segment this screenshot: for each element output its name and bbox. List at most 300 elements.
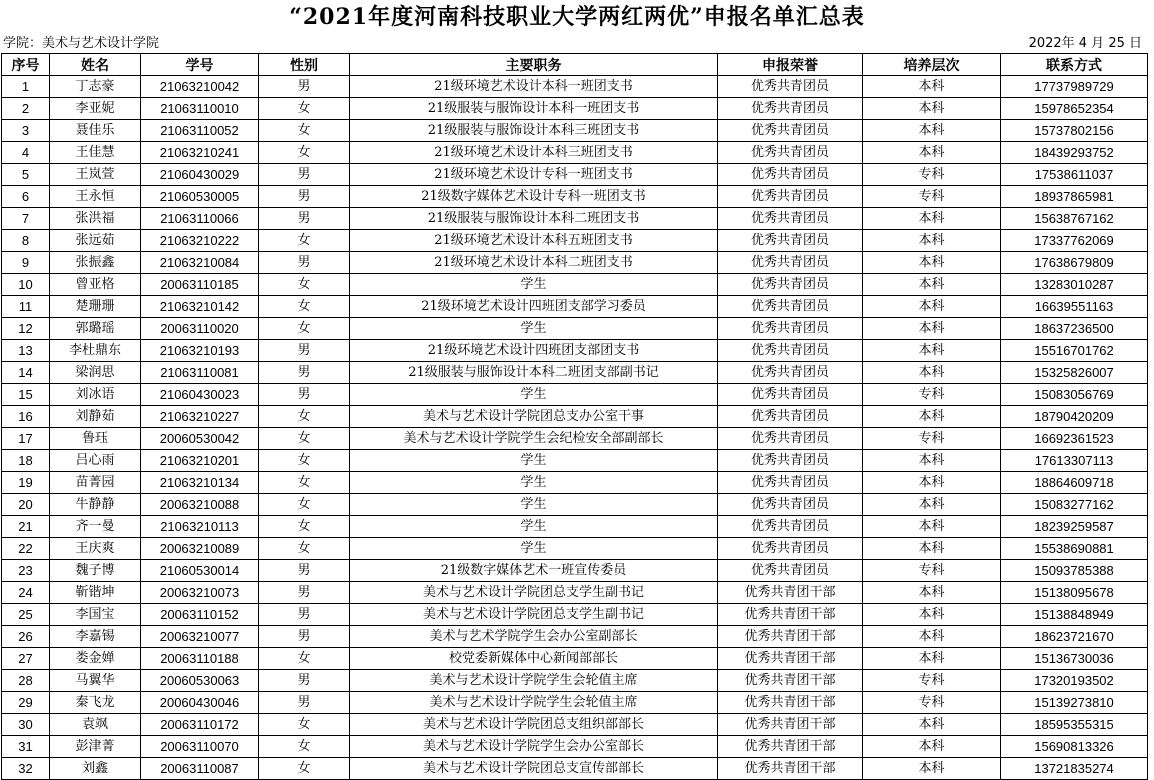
cell-gender[interactable]: 女 [259,318,350,340]
cell-contact[interactable]: 17337762069 [1001,230,1148,252]
cell-honor[interactable]: 优秀共青团员 [718,538,863,560]
cell-name[interactable]: 刘静茹 [50,406,141,428]
cell-honor[interactable]: 优秀共青团干部 [718,626,863,648]
cell-level[interactable]: 专科 [863,428,1001,450]
cell-name[interactable]: 靳锴坤 [50,582,141,604]
cell-gender[interactable]: 女 [259,428,350,450]
cell-level[interactable]: 本科 [863,98,1001,120]
cell-level[interactable]: 本科 [863,142,1001,164]
cell-role[interactable]: 学生 [350,472,718,494]
cell-level[interactable]: 专科 [863,164,1001,186]
cell-seq[interactable]: 30 [2,714,50,736]
cell-name[interactable]: 王岚萱 [50,164,141,186]
cell-seq[interactable]: 12 [2,318,50,340]
cell-name[interactable]: 郭璐瑶 [50,318,141,340]
cell-gender[interactable]: 男 [259,252,350,274]
table-row [2,120,1148,142]
header-role[interactable]: 主要职务 [350,54,718,76]
cell-student-id[interactable]: 20063110172 [141,714,259,736]
cell-seq[interactable]: 7 [2,208,50,230]
cell-honor[interactable]: 优秀共青团干部 [718,714,863,736]
cell-gender[interactable]: 男 [259,186,350,208]
cell-name[interactable]: 魏子博 [50,560,141,582]
cell-student-id[interactable]: 21063110066 [141,208,259,230]
cell-student-id[interactable]: 21063110052 [141,120,259,142]
cell-name[interactable]: 秦飞龙 [50,692,141,714]
cell-level[interactable]: 专科 [863,692,1001,714]
table-row [2,582,1148,604]
cell-level[interactable]: 本科 [863,582,1001,604]
cell-level[interactable]: 本科 [863,494,1001,516]
cell-level[interactable]: 本科 [863,714,1001,736]
cell-student-id[interactable]: 21060530005 [141,186,259,208]
cell-gender[interactable]: 女 [259,516,350,538]
cell-student-id[interactable]: 20063110070 [141,736,259,758]
cell-seq[interactable]: 11 [2,296,50,318]
cell-name[interactable]: 刘冰语 [50,384,141,406]
cell-seq[interactable]: 31 [2,736,50,758]
cell-contact[interactable]: 18595355315 [1001,714,1148,736]
cell-role[interactable]: 21级服装与服饰设计本科二班团支书 [350,208,718,230]
cell-student-id[interactable]: 21063210222 [141,230,259,252]
cell-seq[interactable]: 27 [2,648,50,670]
cell-name[interactable]: 刘鑫 [50,758,141,780]
cell-student-id[interactable]: 20063110152 [141,604,259,626]
cell-contact[interactable]: 18864609718 [1001,472,1148,494]
header-row [2,54,1148,76]
cell-gender[interactable]: 女 [259,758,350,780]
cell-student-id[interactable]: 21063110010 [141,98,259,120]
cell-student-id[interactable]: 20060430046 [141,692,259,714]
cell-role[interactable]: 学生 [350,494,718,516]
cell-seq[interactable]: 8 [2,230,50,252]
table-row [2,626,1148,648]
cell-role[interactable]: 21级环境艺术设计四班团支部团支书 [350,340,718,362]
cell-contact[interactable]: 13721835274 [1001,758,1148,780]
cell-seq[interactable]: 9 [2,252,50,274]
table-row [2,318,1148,340]
table-row [2,186,1148,208]
cell-level[interactable]: 本科 [863,604,1001,626]
cell-honor[interactable]: 优秀共青团员 [718,340,863,362]
cell-gender[interactable]: 男 [259,164,350,186]
cell-role[interactable]: 美术与艺术设计学院学生会办公室部长 [350,736,718,758]
table-row [2,428,1148,450]
cell-gender[interactable]: 女 [259,142,350,164]
cell-name[interactable]: 马翼华 [50,670,141,692]
cell-honor[interactable]: 优秀共青团员 [718,230,863,252]
cell-level[interactable]: 专科 [863,670,1001,692]
cell-role[interactable]: 美术与艺术学院学生会办公室副部长 [350,626,718,648]
cell-level[interactable]: 专科 [863,186,1001,208]
cell-gender[interactable]: 女 [259,274,350,296]
table-row [2,472,1148,494]
cell-honor[interactable]: 优秀共青团员 [718,362,863,384]
cell-name[interactable]: 梁润思 [50,362,141,384]
cell-name[interactable]: 李嘉锡 [50,626,141,648]
cell-level[interactable]: 专科 [863,560,1001,582]
cell-gender[interactable]: 女 [259,714,350,736]
table-row [2,494,1148,516]
cell-name[interactable]: 袁飒 [50,714,141,736]
cell-level[interactable]: 本科 [863,120,1001,142]
cell-honor[interactable]: 优秀共青团员 [718,472,863,494]
cell-name[interactable]: 娄金婵 [50,648,141,670]
cell-student-id[interactable]: 21060530014 [141,560,259,582]
cell-name[interactable]: 曾亚格 [50,274,141,296]
cell-contact[interactable]: 17320193502 [1001,670,1148,692]
cell-contact[interactable]: 17538611037 [1001,164,1148,186]
cell-honor[interactable]: 优秀共青团员 [718,274,863,296]
cell-contact[interactable]: 15138095678 [1001,582,1148,604]
cell-contact[interactable]: 15737802156 [1001,120,1148,142]
cell-level[interactable]: 本科 [863,450,1001,472]
cell-level[interactable]: 专科 [863,384,1001,406]
cell-seq[interactable]: 17 [2,428,50,450]
cell-gender[interactable]: 男 [259,604,350,626]
cell-seq[interactable]: 20 [2,494,50,516]
cell-seq[interactable]: 18 [2,450,50,472]
cell-role[interactable]: 美术与艺术设计学院团总支宣传部部长 [350,758,718,780]
cell-seq[interactable]: 2 [2,98,50,120]
cell-honor[interactable]: 优秀共青团员 [718,164,863,186]
cell-seq[interactable]: 28 [2,670,50,692]
cell-contact[interactable]: 18239259587 [1001,516,1148,538]
cell-role[interactable]: 21级服装与服饰设计本科一班团支书 [350,98,718,120]
cell-contact[interactable]: 15978652354 [1001,98,1148,120]
cell-honor[interactable]: 优秀共青团干部 [718,736,863,758]
table-row [2,164,1148,186]
cell-honor[interactable]: 优秀共青团员 [718,494,863,516]
cell-gender[interactable]: 男 [259,582,350,604]
cell-role[interactable]: 美术与艺术设计学院团总支学生副书记 [350,604,718,626]
cell-role[interactable]: 美术与艺术设计学院学生会轮值主席 [350,670,718,692]
header-seq[interactable]: 序号 [2,54,50,76]
cell-seq[interactable]: 16 [2,406,50,428]
cell-honor[interactable]: 优秀共青团干部 [718,670,863,692]
cell-role[interactable]: 学生 [350,384,718,406]
cell-contact[interactable]: 17638679809 [1001,252,1148,274]
cell-seq[interactable]: 5 [2,164,50,186]
cell-student-id[interactable]: 21063210084 [141,252,259,274]
table-row [2,274,1148,296]
cell-level[interactable]: 本科 [863,340,1001,362]
cell-role[interactable]: 21级环境艺术设计四班团支部学习委员 [350,296,718,318]
cell-student-id[interactable]: 20063110087 [141,758,259,780]
table-row [2,340,1148,362]
table-row [2,758,1148,780]
cell-seq[interactable]: 24 [2,582,50,604]
cell-role[interactable]: 21级服装与服饰设计本科三班团支书 [350,120,718,142]
cell-honor[interactable]: 优秀共青团干部 [718,692,863,714]
cell-gender[interactable]: 女 [259,538,350,560]
cell-gender[interactable]: 男 [259,692,350,714]
cell-honor[interactable]: 优秀共青团干部 [718,604,863,626]
cell-level[interactable]: 本科 [863,516,1001,538]
cell-student-id[interactable]: 20063110188 [141,648,259,670]
cell-contact[interactable]: 15690813326 [1001,736,1148,758]
cell-honor[interactable]: 优秀共青团员 [718,120,863,142]
cell-role[interactable]: 学生 [350,274,718,296]
cell-role[interactable]: 学生 [350,450,718,472]
cell-name[interactable]: 丁志豪 [50,76,141,98]
cell-honor[interactable]: 优秀共青团员 [718,384,863,406]
cell-name[interactable]: 王永恒 [50,186,141,208]
cell-honor[interactable]: 优秀共青团员 [718,516,863,538]
cell-gender[interactable]: 女 [259,296,350,318]
cell-name[interactable]: 李亚妮 [50,98,141,120]
cell-role[interactable]: 21级环境艺术设计本科五班团支书 [350,230,718,252]
college-label: 学院：美术与艺术设计学院 [3,36,160,51]
cell-level[interactable]: 本科 [863,406,1001,428]
cell-level[interactable]: 本科 [863,736,1001,758]
cell-seq[interactable]: 3 [2,120,50,142]
cell-level[interactable]: 本科 [863,472,1001,494]
cell-role[interactable]: 学生 [350,538,718,560]
cell-gender[interactable]: 女 [259,472,350,494]
cell-student-id[interactable]: 20063210089 [141,538,259,560]
cell-contact[interactable]: 15083277162 [1001,494,1148,516]
table-row [2,450,1148,472]
cell-contact[interactable]: 18439293752 [1001,142,1148,164]
table-row [2,230,1148,252]
cell-role[interactable]: 学生 [350,516,718,538]
cell-honor[interactable]: 优秀共青团员 [718,252,863,274]
cell-honor[interactable]: 优秀共青团干部 [718,582,863,604]
cell-gender[interactable]: 女 [259,406,350,428]
cell-contact[interactable]: 15138848949 [1001,604,1148,626]
cell-role[interactable]: 美术与艺术设计学院团总支组织部部长 [350,714,718,736]
table-row [2,142,1148,164]
cell-gender[interactable]: 女 [259,120,350,142]
cell-gender[interactable]: 女 [259,450,350,472]
table-row [2,76,1148,98]
cell-gender[interactable]: 女 [259,98,350,120]
cell-honor[interactable]: 优秀共青团员 [718,406,863,428]
cell-gender[interactable]: 男 [259,362,350,384]
cell-student-id[interactable]: 20063210073 [141,582,259,604]
table-row [2,714,1148,736]
cell-seq[interactable]: 19 [2,472,50,494]
cell-seq[interactable]: 14 [2,362,50,384]
cell-honor[interactable]: 优秀共青团员 [718,76,863,98]
cell-seq[interactable]: 13 [2,340,50,362]
cell-contact[interactable]: 18623721670 [1001,626,1148,648]
report-date: 2022年 4 月 25 日 [1028,36,1142,51]
cell-name[interactable]: 楚珊珊 [50,296,141,318]
cell-role[interactable]: 美术与艺术设计学院团总支办公室干事 [350,406,718,428]
cell-contact[interactable]: 15139273810 [1001,692,1148,714]
cell-name[interactable]: 李国宝 [50,604,141,626]
cell-name[interactable]: 鲁珏 [50,428,141,450]
cell-level[interactable]: 本科 [863,648,1001,670]
cell-role[interactable]: 21级环境艺术设计本科二班团支书 [350,252,718,274]
header-honor[interactable]: 申报荣誉 [718,54,863,76]
table-row [2,560,1148,582]
cell-contact[interactable]: 15516701762 [1001,340,1148,362]
table-row [2,516,1148,538]
cell-gender[interactable]: 女 [259,736,350,758]
cell-level[interactable]: 本科 [863,274,1001,296]
cell-student-id[interactable]: 20063210077 [141,626,259,648]
cell-contact[interactable]: 15325826007 [1001,362,1148,384]
cell-seq[interactable]: 22 [2,538,50,560]
table-row [2,692,1148,714]
cell-seq[interactable]: 4 [2,142,50,164]
cell-contact[interactable]: 16692361523 [1001,428,1148,450]
cell-role[interactable]: 21级数字媒体艺术一班宣传委员 [350,560,718,582]
cell-honor[interactable]: 优秀共青团员 [718,142,863,164]
cell-seq[interactable]: 10 [2,274,50,296]
table-row [2,538,1148,560]
cell-level[interactable]: 本科 [863,626,1001,648]
cell-role[interactable]: 美术与艺术设计学院学生会纪检安全部副部长 [350,428,718,450]
cell-student-id[interactable]: 21063110081 [141,362,259,384]
cell-honor[interactable]: 优秀共青团干部 [718,648,863,670]
cell-contact[interactable]: 17737989729 [1001,76,1148,98]
cell-gender[interactable]: 男 [259,670,350,692]
cell-seq[interactable]: 25 [2,604,50,626]
table-row [2,406,1148,428]
cell-contact[interactable]: 18790420209 [1001,406,1148,428]
cell-student-id[interactable]: 21063210241 [141,142,259,164]
cell-student-id[interactable]: 21063210201 [141,450,259,472]
table-row [2,670,1148,692]
cell-seq[interactable]: 26 [2,626,50,648]
cell-student-id[interactable]: 21063210113 [141,516,259,538]
cell-level[interactable]: 本科 [863,318,1001,340]
cell-name[interactable]: 张洪福 [50,208,141,230]
cell-seq[interactable]: 23 [2,560,50,582]
table-row [2,648,1148,670]
cell-student-id[interactable]: 20063110020 [141,318,259,340]
cell-name[interactable]: 齐一曼 [50,516,141,538]
cell-gender[interactable]: 男 [259,560,350,582]
cell-student-id[interactable]: 21063210227 [141,406,259,428]
header-level[interactable]: 培养层次 [863,54,1001,76]
cell-role[interactable]: 美术与艺术设计学院学生会轮值主席 [350,692,718,714]
cell-contact[interactable]: 18637236500 [1001,318,1148,340]
table-row [2,736,1148,758]
cell-contact[interactable]: 18937865981 [1001,186,1148,208]
cell-honor[interactable]: 优秀共青团员 [718,318,863,340]
cell-seq[interactable]: 6 [2,186,50,208]
cell-role[interactable]: 21级环境艺术设计本科三班团支书 [350,142,718,164]
header-student-id[interactable]: 学号 [141,54,259,76]
cell-seq[interactable]: 32 [2,758,50,780]
cell-level[interactable]: 本科 [863,252,1001,274]
cell-student-id[interactable]: 21063210042 [141,76,259,98]
header-name[interactable]: 姓名 [50,54,141,76]
cell-honor[interactable]: 优秀共青团干部 [718,758,863,780]
cell-seq[interactable]: 1 [2,76,50,98]
cell-level[interactable]: 本科 [863,76,1001,98]
cell-honor[interactable]: 优秀共青团员 [718,428,863,450]
cell-level[interactable]: 本科 [863,538,1001,560]
cell-honor[interactable]: 优秀共青团员 [718,450,863,472]
cell-student-id[interactable]: 20060530063 [141,670,259,692]
cell-name[interactable]: 王庆爽 [50,538,141,560]
cell-name[interactable]: 张振鑫 [50,252,141,274]
cell-student-id[interactable]: 21063210193 [141,340,259,362]
cell-contact[interactable]: 15136730036 [1001,648,1148,670]
cell-name[interactable]: 聂佳乐 [50,120,141,142]
cell-gender[interactable]: 女 [259,494,350,516]
cell-gender[interactable]: 男 [259,340,350,362]
cell-role[interactable]: 21级数字媒体艺术设计专科一班团支书 [350,186,718,208]
cell-seq[interactable]: 15 [2,384,50,406]
cell-student-id[interactable]: 20060530042 [141,428,259,450]
cell-seq[interactable]: 29 [2,692,50,714]
cell-student-id[interactable]: 20063210088 [141,494,259,516]
cell-contact[interactable]: 15638767162 [1001,208,1148,230]
cell-name[interactable]: 王佳慧 [50,142,141,164]
cell-student-id[interactable]: 21060430023 [141,384,259,406]
table-row [2,384,1148,406]
cell-honor[interactable]: 优秀共青团员 [718,296,863,318]
cell-level[interactable]: 本科 [863,230,1001,252]
cell-gender[interactable]: 男 [259,208,350,230]
cell-honor[interactable]: 优秀共青团员 [718,560,863,582]
cell-level[interactable]: 本科 [863,208,1001,230]
table-row [2,296,1148,318]
cell-name[interactable]: 牛静静 [50,494,141,516]
header-contact[interactable]: 联系方式 [1001,54,1148,76]
cell-student-id[interactable]: 21063210134 [141,472,259,494]
cell-name[interactable]: 李杜鼎东 [50,340,141,362]
cell-contact[interactable]: 15538690881 [1001,538,1148,560]
cell-role[interactable]: 学生 [350,318,718,340]
cell-role[interactable]: 21级服装与服饰设计本科二班团支部副书记 [350,362,718,384]
cell-contact[interactable]: 13283010287 [1001,274,1148,296]
cell-student-id[interactable]: 21060430029 [141,164,259,186]
cell-honor[interactable]: 优秀共青团员 [718,208,863,230]
cell-gender[interactable]: 男 [259,626,350,648]
cell-gender[interactable]: 女 [259,648,350,670]
table-row [2,362,1148,384]
cell-gender[interactable]: 女 [259,230,350,252]
cell-role[interactable]: 21级环境艺术设计本科一班团支书 [350,76,718,98]
nomination-table [1,53,1148,780]
sheet-title: “2021年度河南科技职业大学两红两优”申报名单汇总表 [289,4,865,30]
cell-name[interactable]: 吕心雨 [50,450,141,472]
cell-contact[interactable]: 16639551163 [1001,296,1148,318]
cell-level[interactable]: 本科 [863,296,1001,318]
cell-contact[interactable]: 15083056769 [1001,384,1148,406]
cell-name[interactable]: 苗菁园 [50,472,141,494]
cell-name[interactable]: 彭津菁 [50,736,141,758]
cell-gender[interactable]: 男 [259,76,350,98]
table-row [2,98,1148,120]
cell-level[interactable]: 本科 [863,362,1001,384]
cell-contact[interactable]: 17613307113 [1001,450,1148,472]
table-row [2,208,1148,230]
cell-seq[interactable]: 21 [2,516,50,538]
cell-role[interactable]: 校党委新媒体中心新闻部部长 [350,648,718,670]
cell-role[interactable]: 21级环境艺术设计专科一班团支书 [350,164,718,186]
cell-honor[interactable]: 优秀共青团员 [718,186,863,208]
header-gender[interactable]: 性别 [259,54,350,76]
cell-student-id[interactable]: 21063210142 [141,296,259,318]
table-row [2,604,1148,626]
cell-gender[interactable]: 男 [259,384,350,406]
cell-contact[interactable]: 15093785388 [1001,560,1148,582]
cell-honor[interactable]: 优秀共青团员 [718,98,863,120]
cell-name[interactable]: 张远茹 [50,230,141,252]
cell-student-id[interactable]: 20063110185 [141,274,259,296]
cell-level[interactable]: 本科 [863,758,1001,780]
cell-role[interactable]: 美术与艺术设计学院团总支学生副书记 [350,582,718,604]
